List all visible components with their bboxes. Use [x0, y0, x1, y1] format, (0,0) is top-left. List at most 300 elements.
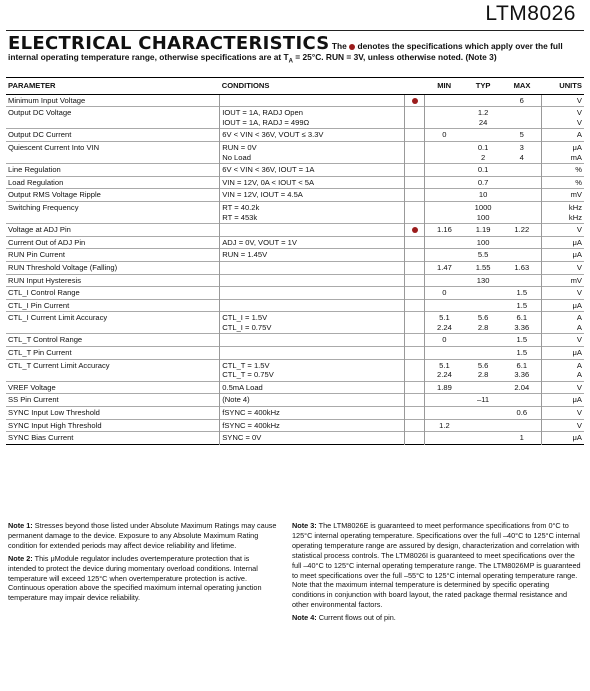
row-conditions — [220, 224, 405, 237]
row-units — [542, 432, 584, 445]
row-dot-cell — [405, 249, 425, 262]
min-value: 1.89 — [437, 382, 452, 392]
row-dot-cell — [405, 381, 425, 394]
max-value: 0.6 — [516, 408, 528, 418]
row-parameter: SS Pin Current — [6, 394, 220, 407]
row-max — [502, 236, 541, 249]
row-typ — [464, 407, 503, 420]
row-units — [542, 299, 584, 312]
row-conditions — [220, 381, 405, 394]
unit-value: μA — [572, 395, 582, 405]
row-min — [425, 261, 464, 274]
note-label: Note 2: — [8, 553, 33, 563]
row-units — [542, 287, 584, 300]
unit-value: V — [576, 382, 582, 392]
min-value: 5.1 — [439, 360, 450, 370]
row-parameter: Minimum Input Voltage — [6, 94, 220, 107]
table-row — [6, 261, 584, 274]
row-conditions — [220, 432, 405, 445]
row-min — [425, 312, 464, 334]
max-value: 3 — [519, 142, 524, 152]
min-value: 2.24 — [437, 322, 452, 332]
row-conditions — [220, 201, 405, 223]
part-number: LTM8026 — [485, 2, 576, 25]
note-label: Note 1: — [8, 521, 33, 530]
row-max — [502, 299, 541, 312]
note-paragraph — [292, 521, 582, 610]
typ-value: 100 — [476, 237, 490, 247]
row-conditions — [220, 359, 405, 381]
min-value: 1.47 — [437, 262, 452, 272]
row-conditions — [220, 287, 405, 300]
table-header-row — [6, 78, 584, 95]
intro-sub: A — [288, 58, 293, 65]
unit-value: V — [576, 288, 582, 298]
row-min — [425, 236, 464, 249]
min-value: 0 — [442, 130, 447, 140]
table-row — [6, 249, 584, 262]
row-typ — [464, 164, 503, 177]
row-conditions — [220, 141, 405, 163]
max-value: 1.63 — [514, 262, 530, 272]
unit-value: kHz — [568, 202, 582, 212]
row-typ — [464, 287, 503, 300]
row-units — [542, 224, 584, 237]
typ-value: 1000 — [474, 202, 492, 212]
note-text: The LTM8026E is guaranteed to meet performance specifications from 0°C to 125°C internal operating temperature. Specifications over the full –40°C to 125°C internal operating temperature range are assured by design, characterization and correlation with statistical process controls. The LTM8026I is guaranteed to meet specifications over the full –40°C to 125°C internal operating temperature range. The LTM8026MP is guaranteed to meet specifications over the full –55°C to 125°C internal operating temperature range. Note that the maximum internal temperature is determined by specific operating conditions in conjunction with board layout, the rated package thermal resistance and other environmental factors. — [292, 521, 581, 610]
row-min — [425, 381, 464, 394]
row-max — [502, 261, 541, 274]
row-typ — [464, 299, 503, 312]
row-dot-cell — [405, 347, 425, 360]
note-paragraph — [8, 554, 278, 604]
row-parameter: CTL_T Control Range — [6, 334, 220, 347]
max-value: 6.1 — [516, 313, 528, 323]
unit-value: μA — [572, 348, 582, 358]
row-conditions — [220, 249, 405, 262]
condition-line: 0.5mA Load — [222, 382, 263, 392]
typ-value: 5.5 — [477, 250, 489, 260]
row-max — [502, 312, 541, 334]
row-conditions — [220, 407, 405, 420]
row-max — [502, 394, 541, 407]
row-units — [542, 381, 584, 394]
intro-pre: The — [331, 41, 347, 51]
row-min — [425, 176, 464, 189]
unit-value: V — [576, 408, 582, 418]
row-units — [542, 347, 584, 360]
row-typ — [464, 94, 503, 107]
bullet-dot-icon — [412, 227, 418, 233]
row-dot-cell — [405, 432, 425, 445]
max-value: 4 — [519, 152, 524, 162]
unit-value: V — [576, 225, 582, 235]
header-units: UNITS — [542, 78, 584, 95]
table-row — [6, 201, 584, 223]
table-row — [6, 312, 584, 334]
unit-value: μA — [572, 433, 582, 443]
row-conditions — [220, 261, 405, 274]
typ-value: 5.6 — [477, 313, 489, 323]
note-label: Note 4: — [292, 613, 317, 623]
row-typ — [464, 347, 503, 360]
note-label: Note 3: — [292, 521, 317, 530]
row-max — [502, 94, 541, 107]
unit-value: % — [575, 177, 582, 187]
row-parameter: Line Regulation — [6, 164, 220, 177]
row-parameter: Current Out of ADJ Pin — [6, 236, 220, 249]
row-dot-cell — [405, 261, 425, 274]
row-min — [425, 359, 464, 381]
typ-value: 100 — [476, 212, 490, 222]
row-typ — [464, 129, 503, 142]
unit-value: V — [576, 335, 582, 345]
row-max — [502, 141, 541, 163]
row-max — [502, 347, 541, 360]
table-row — [6, 287, 584, 300]
table-row — [6, 407, 584, 420]
row-dot-cell — [405, 201, 425, 223]
condition-line: RT = 453k — [222, 212, 258, 222]
row-units — [542, 419, 584, 432]
row-typ — [464, 141, 503, 163]
row-parameter: VREF Voltage — [6, 381, 220, 394]
row-units — [542, 236, 584, 249]
row-conditions — [220, 312, 405, 334]
unit-value: A — [576, 313, 582, 323]
typ-value: 0.7 — [477, 177, 489, 187]
row-typ — [464, 381, 503, 394]
row-typ — [464, 359, 503, 381]
table-row — [6, 107, 584, 129]
row-dot-cell — [405, 312, 425, 334]
unit-value: V — [576, 108, 582, 118]
row-dot-cell — [405, 94, 425, 107]
row-parameter: Output DC Current — [6, 129, 220, 142]
row-max — [502, 164, 541, 177]
row-conditions — [220, 164, 405, 177]
unit-value: V — [576, 262, 582, 272]
row-conditions — [220, 419, 405, 432]
intro-post: denotes the specifications which apply over the full internal operating temperature range, otherwise specifications are at T — [8, 41, 563, 62]
row-max — [502, 419, 541, 432]
section-title: ELECTRICAL CHARACTERISTICS — [8, 33, 330, 54]
condition-line: RUN = 0V — [222, 142, 257, 152]
row-units — [542, 176, 584, 189]
row-units — [542, 201, 584, 223]
row-min — [425, 189, 464, 202]
condition-line: RT = 40.2k — [222, 202, 260, 212]
header-min: MIN — [425, 78, 464, 95]
table-row — [6, 394, 584, 407]
row-min — [425, 274, 464, 287]
note-text: This μModule regulator includes overtemperature protection that is intended to protect the device during momentary overload conditions. Internal temperature will exceed 125°C when overtemperature protection is active. Continuous operation above the specified maximum internal operating junction temperature may impair device reliability. — [8, 553, 262, 603]
row-min — [425, 299, 464, 312]
typ-value: 0.1 — [477, 165, 489, 175]
condition-line: 6V < VIN < 36V, IOUT = 1A — [222, 165, 315, 175]
row-dot-cell — [405, 189, 425, 202]
row-parameter: CTL_T Current Limit Accuracy — [6, 359, 220, 381]
condition-line: IOUT = 1A, RADJ Open — [222, 108, 303, 118]
row-units — [542, 407, 584, 420]
row-parameter: RUN Threshold Voltage (Falling) — [6, 261, 220, 274]
unit-value: mV — [570, 275, 582, 285]
min-value: 0 — [442, 335, 447, 345]
unit-value: A — [576, 322, 582, 332]
max-value: 5 — [519, 130, 524, 140]
condition-line: CTL_I = 1.5V — [222, 313, 268, 323]
row-typ — [464, 249, 503, 262]
row-dot-cell — [405, 176, 425, 189]
row-conditions — [220, 299, 405, 312]
condition-line: IOUT = 1A, RADJ = 499Ω — [222, 117, 310, 127]
unit-value: μA — [572, 300, 582, 310]
row-conditions — [220, 394, 405, 407]
row-parameter: Load Regulation — [6, 176, 220, 189]
table-row — [6, 359, 584, 381]
row-dot-cell — [405, 129, 425, 142]
row-parameter: SYNC Bias Current — [6, 432, 220, 445]
row-parameter: Quiescent Current Into VIN — [6, 141, 220, 163]
note-text: Stresses beyond those listed under Absolute Maximum Ratings may cause permanent damage to the device. Exposure to any Absolute Maximum Rating condition for extended periods may affect device reliability and lifetime. — [8, 521, 277, 550]
row-dot-cell — [405, 287, 425, 300]
note-text: Current flows out of pin. — [316, 613, 396, 623]
unit-value: V — [576, 420, 582, 430]
row-typ — [464, 224, 503, 237]
condition-line: CTL_T = 0.75V — [222, 370, 274, 380]
min-value: 1.2 — [439, 420, 450, 430]
row-units — [542, 107, 584, 129]
row-dot-cell — [405, 419, 425, 432]
row-typ — [464, 201, 503, 223]
bullet-dot-icon — [412, 98, 418, 104]
typ-value: 1.55 — [475, 262, 491, 272]
row-dot-cell — [405, 407, 425, 420]
row-dot-cell — [405, 299, 425, 312]
row-max — [502, 189, 541, 202]
note-paragraph — [8, 521, 278, 551]
max-value: 1.5 — [516, 348, 528, 358]
row-parameter: Switching Frequency — [6, 201, 220, 223]
typ-value: 2.8 — [477, 370, 489, 380]
row-min — [425, 224, 464, 237]
note-paragraph — [292, 613, 582, 623]
row-conditions — [220, 274, 405, 287]
condition-line: fSYNC = 400kHz — [222, 408, 280, 418]
condition-line: SYNC = 0V — [222, 433, 262, 443]
row-conditions — [220, 334, 405, 347]
max-value: 3.36 — [514, 370, 530, 380]
unit-value: mV — [570, 190, 582, 200]
typ-value: 1.2 — [477, 108, 489, 118]
notes-right — [292, 521, 582, 626]
max-value: 1.5 — [516, 335, 528, 345]
max-value: 1.22 — [514, 225, 530, 235]
condition-line: (Note 4) — [222, 395, 250, 405]
header-dot — [405, 78, 425, 95]
row-max — [502, 359, 541, 381]
row-min — [425, 334, 464, 347]
table-row — [6, 334, 584, 347]
row-conditions — [220, 347, 405, 360]
table-row — [6, 224, 584, 237]
row-units — [542, 312, 584, 334]
row-min — [425, 141, 464, 163]
row-min — [425, 201, 464, 223]
condition-line: CTL_T = 1.5V — [222, 360, 270, 370]
row-parameter: Output DC Voltage — [6, 107, 220, 129]
row-typ — [464, 274, 503, 287]
row-parameter: SYNC Input High Threshold — [6, 419, 220, 432]
row-units — [542, 141, 584, 163]
row-max — [502, 334, 541, 347]
row-conditions — [220, 236, 405, 249]
row-conditions — [220, 107, 405, 129]
row-typ — [464, 394, 503, 407]
row-conditions — [220, 189, 405, 202]
row-min — [425, 94, 464, 107]
row-max — [502, 381, 541, 394]
row-dot-cell — [405, 274, 425, 287]
row-min — [425, 394, 464, 407]
row-units — [542, 359, 584, 381]
row-parameter: Output RMS Voltage Ripple — [6, 189, 220, 202]
condition-line: ADJ = 0V, VOUT = 1V — [222, 237, 297, 247]
row-min — [425, 407, 464, 420]
row-dot-cell — [405, 334, 425, 347]
row-units — [542, 189, 584, 202]
row-typ — [464, 419, 503, 432]
row-conditions — [220, 129, 405, 142]
row-min — [425, 419, 464, 432]
row-typ — [464, 261, 503, 274]
row-max — [502, 176, 541, 189]
table-row — [6, 94, 584, 107]
row-min — [425, 107, 464, 129]
row-units — [542, 394, 584, 407]
row-min — [425, 164, 464, 177]
row-dot-cell — [405, 224, 425, 237]
row-dot-cell — [405, 359, 425, 381]
row-parameter: Voltage at ADJ Pin — [6, 224, 220, 237]
unit-value: V — [576, 95, 582, 105]
min-value: 5.1 — [439, 313, 450, 323]
row-max — [502, 224, 541, 237]
row-min — [425, 347, 464, 360]
typ-value: 130 — [476, 275, 490, 285]
table-row — [6, 164, 584, 177]
unit-value: A — [576, 360, 582, 370]
table-row — [6, 129, 584, 142]
electrical-characteristics-table — [6, 77, 584, 445]
max-value: 1 — [519, 433, 524, 443]
row-max — [502, 274, 541, 287]
row-typ — [464, 236, 503, 249]
typ-value: 0.1 — [477, 142, 489, 152]
row-typ — [464, 334, 503, 347]
row-typ — [464, 312, 503, 334]
row-units — [542, 94, 584, 107]
row-units — [542, 164, 584, 177]
row-units — [542, 129, 584, 142]
row-parameter: CTL_I Pin Current — [6, 299, 220, 312]
header-rule — [6, 30, 584, 31]
row-units — [542, 249, 584, 262]
table-row — [6, 299, 584, 312]
unit-value: V — [576, 117, 582, 127]
row-max — [502, 407, 541, 420]
row-parameter: CTL_T Pin Current — [6, 347, 220, 360]
typ-value: 2 — [480, 152, 486, 162]
table-row — [6, 236, 584, 249]
max-value: 1.5 — [516, 300, 528, 310]
unit-value: kHz — [568, 212, 582, 222]
row-dot-cell — [405, 236, 425, 249]
table-row — [6, 141, 584, 163]
typ-value: 2.8 — [477, 322, 489, 332]
row-conditions — [220, 94, 405, 107]
row-max — [502, 107, 541, 129]
row-parameter: RUN Input Hysteresis — [6, 274, 220, 287]
table-row — [6, 274, 584, 287]
unit-value: μA — [572, 250, 582, 260]
max-value: 1.5 — [516, 288, 528, 298]
row-conditions — [220, 176, 405, 189]
table-row — [6, 347, 584, 360]
header-typ: TYP — [464, 78, 503, 95]
row-max — [502, 287, 541, 300]
table-row — [6, 419, 584, 432]
condition-line: fSYNC = 400kHz — [222, 420, 280, 430]
unit-value: A — [576, 130, 582, 140]
row-typ — [464, 107, 503, 129]
row-units — [542, 334, 584, 347]
row-dot-cell — [405, 164, 425, 177]
row-dot-cell — [405, 394, 425, 407]
row-min — [425, 129, 464, 142]
max-value: 2.04 — [514, 382, 530, 392]
condition-line: CTL_I = 0.75V — [222, 322, 272, 332]
intro-end: = 25°C. RUN = 3V, unless otherwise noted. (Note 3) — [292, 52, 497, 62]
row-units — [542, 261, 584, 274]
row-typ — [464, 189, 503, 202]
row-max — [502, 432, 541, 445]
row-typ — [464, 432, 503, 445]
header-parameter: PARAMETER — [6, 78, 220, 95]
max-value: 3.36 — [514, 322, 530, 332]
typ-value: 1.19 — [475, 225, 491, 235]
typ-value: 10 — [478, 190, 488, 200]
min-value: 0 — [442, 288, 447, 298]
max-value: 6.1 — [516, 360, 528, 370]
typ-value: 5.6 — [477, 360, 489, 370]
table-row — [6, 381, 584, 394]
row-parameter: CTL_I Control Range — [6, 287, 220, 300]
bullet-dot-icon — [349, 44, 355, 50]
row-dot-cell — [405, 141, 425, 163]
row-min — [425, 287, 464, 300]
row-min — [425, 249, 464, 262]
row-max — [502, 129, 541, 142]
condition-line: No Load — [222, 152, 251, 162]
row-max — [502, 201, 541, 223]
condition-line: 6V < VIN < 36V, VOUT ≤ 3.3V — [222, 130, 324, 140]
row-min — [425, 432, 464, 445]
unit-value: A — [576, 370, 582, 380]
header-conditions: CONDITIONS — [220, 78, 405, 95]
row-parameter: RUN Pin Current — [6, 249, 220, 262]
notes-left — [8, 521, 278, 606]
